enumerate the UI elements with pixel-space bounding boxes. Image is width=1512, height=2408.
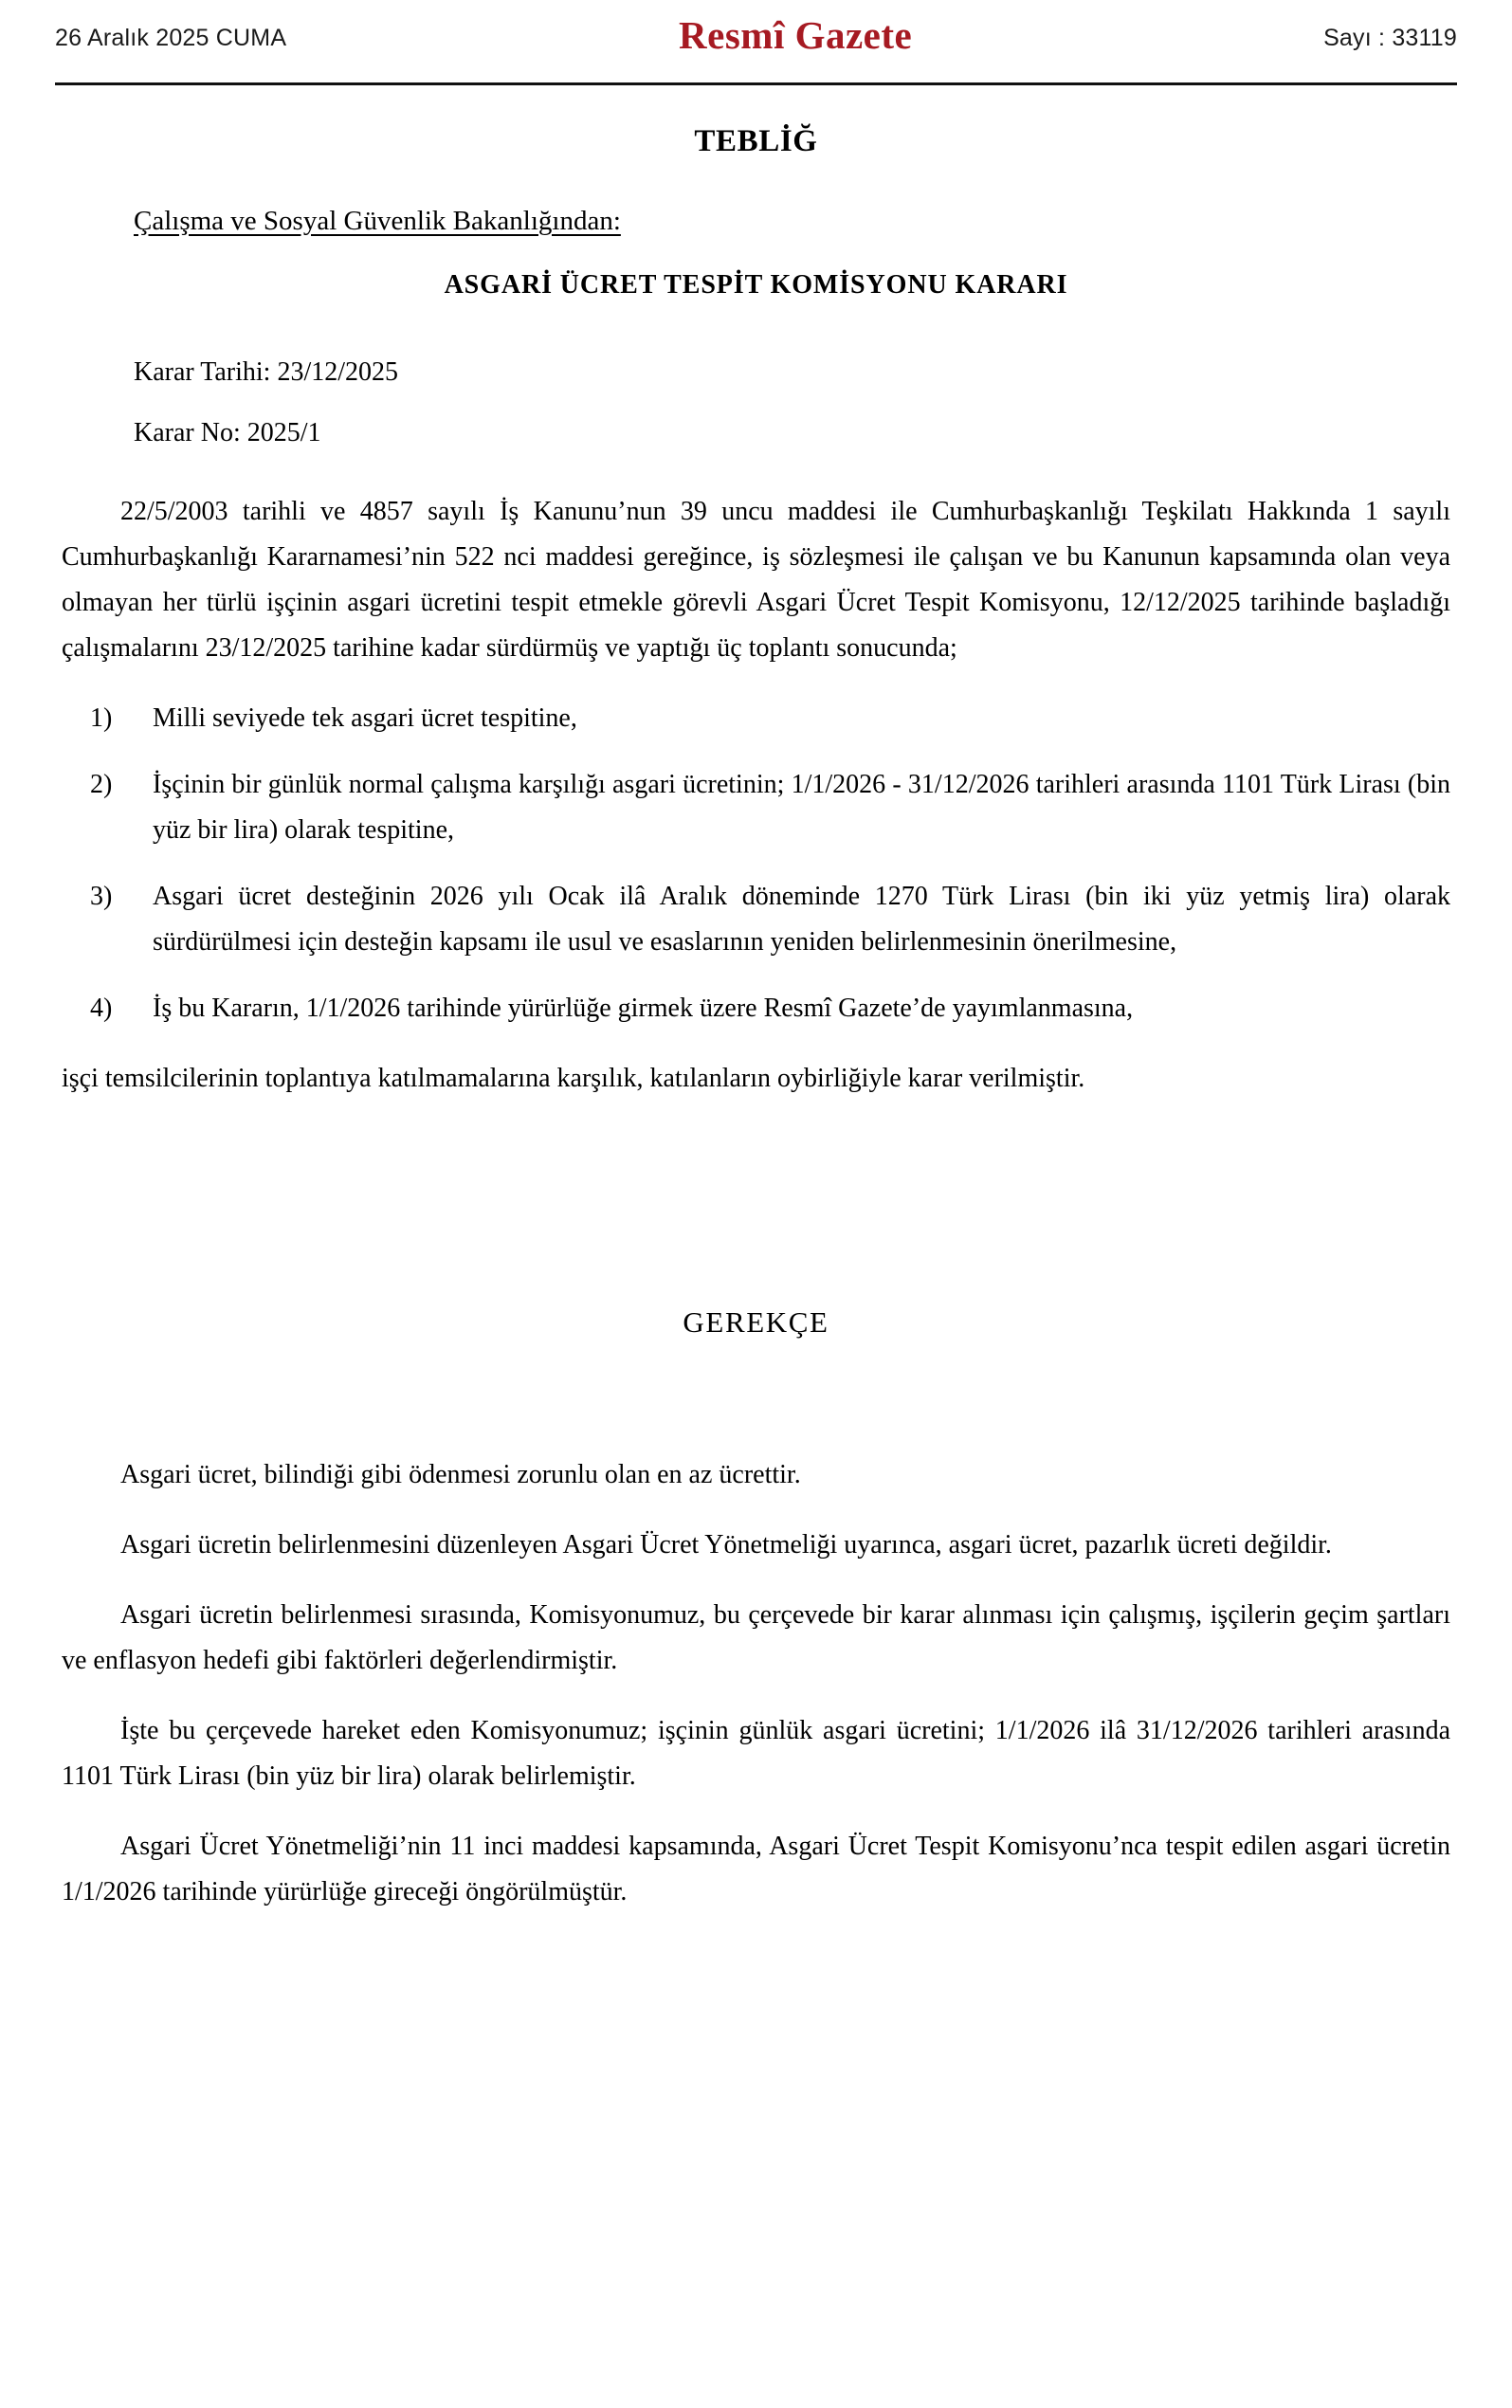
decision-item bbox=[62, 762, 1450, 853]
decision-title: ASGARİ ÜCRET TESPİT KOMİSYONU KARARI bbox=[444, 270, 1068, 300]
issue-number: Sayı : 33119 bbox=[1323, 25, 1457, 51]
decision-item bbox=[62, 986, 1450, 1031]
gerekce-paragraph: Asgari ücret, bilindiği gibi ödenmesi zorunlu olan en az ücrettir. bbox=[120, 1460, 801, 1489]
item-marker: 2) bbox=[90, 770, 113, 799]
preamble-paragraph: 22/5/2003 tarihli ve 4857 sayılı İş Kanunu’nun 39 uncu maddesi ile Cumhurbaşkanlığı Teşkilatı Hakkında 1 sayılı Cumhurbaşkanlığı Kararnamesi’nin 522 nci maddesi gereğince, iş sözleşmesi ile çalışan ve bu Kanunun kapsamında olan veya olmayan her türlü işçinin asgari ücretini tespit etmekle görevli Asgari Ücret Tespit Komisyonu, 12/12/2025 tarihinde başladığı çalışmalarını 23/12/2025 tarihine kadar sürdürmüş ve yaptığı üç toplantı sonucunda; bbox=[62, 497, 1450, 663]
decision-item bbox=[62, 696, 1450, 741]
closing-paragraph: işçi temsilcilerinin toplantıya katılmamalarına karşılık, katılanların oybirliğiyle karar verilmiştir. bbox=[62, 1064, 1085, 1093]
publication-date: 26 Aralık 2025 CUMA bbox=[55, 25, 287, 51]
gerekce-paragraph: İşte bu çerçevede hareket eden Komisyonumuz; işçinin günlük asgari ücretini; 1/1/2026 ilâ 31/12/2026 tarihleri arasında 1101 Türk Lirası (bin yüz bir lira) olarak belirlemiştir. bbox=[62, 1716, 1450, 1791]
item-marker: 1) bbox=[90, 703, 113, 733]
decision-number: Karar No: 2025/1 bbox=[134, 418, 321, 447]
gerekce-paragraph: Asgari ücretin belirlenmesi sırasında, Komisyonumuz, bu çerçevede bir karar alınması için çalışmış, işçilerin geçim şartları ve enflasyon hedefi gibi faktörleri değerlendirmiştir. bbox=[62, 1600, 1450, 1675]
gerekce-paragraph: Asgari ücretin belirlenmesini düzenleyen Asgari Ücret Yönetmeliği uyarınca, asgari ücret, pazarlık ücreti değildir. bbox=[120, 1530, 1332, 1560]
decision-items-list bbox=[62, 696, 1450, 1031]
item-text: İş bu Kararın, 1/1/2026 tarihinde yürürlüğe girmek üzere Resmî Gazete’de yayımlanmasına, bbox=[153, 994, 1134, 1023]
gerekce-body bbox=[62, 1452, 1450, 1915]
decision-item bbox=[62, 874, 1450, 965]
item-marker: 4) bbox=[90, 994, 113, 1023]
gerekce-heading: GEREKÇE bbox=[683, 1305, 829, 1339]
document-body bbox=[62, 106, 1450, 1915]
gerekce-paragraph: Asgari Ücret Yönetmeliği’nin 11 inci maddesi kapsamında, Asgari Ücret Tespit Komisyonu’nca tespit edilen asgari ücretin 1/1/2026 tarihinde yürürlüğe gireceği öngörülmüştür. bbox=[62, 1832, 1450, 1906]
item-text: Milli seviyede tek asgari ücret tespitine, bbox=[153, 703, 577, 733]
decision-date: Karar Tarihi: 23/12/2025 bbox=[134, 357, 399, 387]
masthead-divider bbox=[55, 82, 1457, 85]
section-title: TEBLİĞ bbox=[694, 124, 818, 158]
item-text: Asgari ücret desteğinin 2026 yılı Ocak ilâ Aralık döneminde 1270 Türk Lirası (bin iki yüz yetmiş lira) olarak sürdürülmesi için desteğin kapsamı ile usul ve esaslarının yeniden belirlenmesinin önerilmesine, bbox=[153, 882, 1450, 957]
masthead bbox=[55, 13, 1457, 70]
issuing-authority: Çalışma ve Sosyal Güvenlik Bakanlığından: bbox=[134, 206, 621, 236]
item-marker: 3) bbox=[90, 882, 113, 911]
item-text: İşçinin bir günlük normal çalışma karşılığı asgari ücretinin; 1/1/2026 - 31/12/2026 tarihleri arasında 1101 Türk Lirası (bin yüz bir lira) olarak tespitine, bbox=[153, 770, 1450, 845]
gazette-title: Resmî Gazete bbox=[679, 13, 913, 57]
